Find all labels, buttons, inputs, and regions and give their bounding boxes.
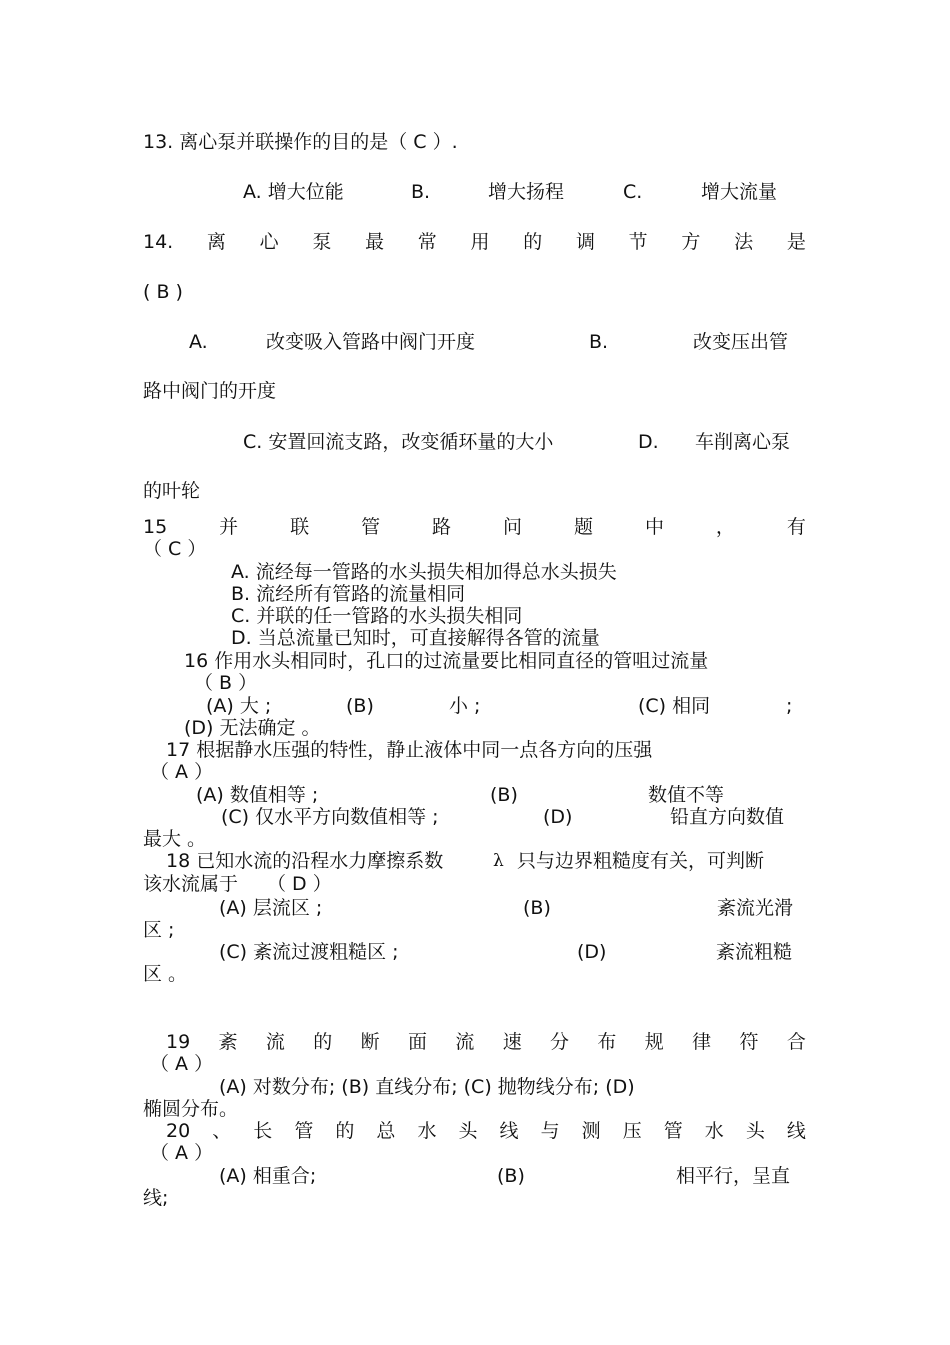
q17-option-b-text: 数值不等 <box>648 784 725 806</box>
q19-stem-token: 规 <box>644 1031 664 1053</box>
q15-stem <box>143 516 806 538</box>
q15-stem-token: ， <box>715 516 735 538</box>
q18-option-b-text: 紊流光滑 <box>717 897 794 919</box>
q20-stem-token: 的 <box>335 1120 355 1142</box>
q14-option-c: C. 安置回流支路，改变循环量的大小 <box>243 431 554 453</box>
q13-option-a: A. 增大位能 <box>243 181 344 203</box>
q16-option-b-text: 小 ; <box>449 695 481 717</box>
q19-stem-token: 符 <box>739 1031 759 1053</box>
q15-stem-token: 15 <box>143 516 168 538</box>
q14-stem-token: 心 <box>259 231 279 253</box>
q19-stem-token: 流 <box>455 1031 475 1053</box>
q16-option-d: (D) 无法确定 。 <box>184 717 321 739</box>
q17-answer: （ A ） <box>150 761 214 783</box>
q15-stem-token: 中 <box>644 516 664 538</box>
q19-stem-token: 19 <box>166 1031 191 1053</box>
q13-stem: 13. 离心泵并联操作的目的是（ C ）. <box>143 131 458 153</box>
q17-option-b-label: (B) <box>490 784 518 806</box>
q20-option-b-continued: 线; <box>143 1187 169 1209</box>
q14-option-d-text: 车削离心泵 <box>695 431 791 453</box>
q16-option-c: (C) 相同 <box>638 695 711 717</box>
q20-stem-token: 水 <box>704 1120 724 1142</box>
q20-answer: （ A ） <box>150 1142 214 1164</box>
q13-option-c-label: C. <box>623 181 643 203</box>
q13-option-b-text: 增大扬程 <box>488 181 565 203</box>
q18-answer: （ D ） <box>267 873 332 895</box>
q15-stem-token: 并 <box>219 516 239 538</box>
q19-stem-token: 律 <box>692 1031 712 1053</box>
q20-stem-token: 线 <box>786 1120 806 1142</box>
q14-stem-token: 用 <box>470 231 490 253</box>
q20-stem-token: 测 <box>581 1120 601 1142</box>
q15-stem-token: 有 <box>786 516 806 538</box>
q14-option-d-label: D. <box>638 431 659 453</box>
lambda-symbol: λ <box>493 851 504 871</box>
q15-option-d: D. 当总流量已知时，可直接解得各管的流量 <box>231 627 600 649</box>
q19-options: (A) 对数分布; (B) 直线分布; (C) 抛物线分布; (D) <box>219 1076 635 1098</box>
q14-stem-token: 14. <box>143 231 174 253</box>
q20-stem-token: 头 <box>458 1120 478 1142</box>
q17-option-a: (A) 数值相等 ; <box>196 784 319 806</box>
q14-stem-token: 最 <box>365 231 385 253</box>
q14-option-b-text: 改变压出管 <box>693 331 789 353</box>
q14-stem-token: 法 <box>734 231 754 253</box>
q19-stem-token: 布 <box>597 1031 617 1053</box>
q19-stem <box>166 1031 806 1053</box>
q19-stem-token: 流 <box>265 1031 285 1053</box>
q14-stem <box>143 231 806 253</box>
q14-stem-token: 方 <box>681 231 701 253</box>
q14-option-b-label: B. <box>589 331 609 353</box>
q20-option-b-text: 相平行，呈直 <box>676 1165 791 1187</box>
q18-option-a: (A) 层流区 ; <box>219 897 323 919</box>
q19-stem-token: 的 <box>313 1031 333 1053</box>
q19-answer: （ A ） <box>150 1053 214 1075</box>
q19-options-continued: 椭圆分布。 <box>143 1098 239 1120</box>
q18-option-d-continued: 区 。 <box>143 963 188 985</box>
q18-option-d-label: (D) <box>577 941 607 963</box>
q20-stem-token: 20 <box>166 1120 191 1142</box>
q15-stem-token: 问 <box>503 516 523 538</box>
q19-stem-token: 分 <box>550 1031 570 1053</box>
q19-stem-token: 断 <box>360 1031 380 1053</box>
q15-option-c: C. 并联的任一管路的水头损失相同 <box>231 605 523 627</box>
q15-stem-token: 联 <box>290 516 310 538</box>
q18-option-d-text: 紊流粗糙 <box>716 941 793 963</box>
q17-option-d-label: (D) <box>543 806 573 828</box>
q18-stem-continued: 该水流属于 <box>143 873 239 895</box>
q17-option-d-text: 铅直方向数值 <box>670 806 785 828</box>
q20-option-a: (A) 相重合; <box>219 1165 317 1187</box>
q15-stem-token: 管 <box>361 516 381 538</box>
q14-stem-token: 的 <box>523 231 543 253</box>
q16-option-c-semicolon: ; <box>786 695 793 717</box>
q15-stem-token: 题 <box>573 516 593 538</box>
q19-stem-token: 紊 <box>218 1031 238 1053</box>
q16-option-b-label: (B) <box>346 695 374 717</box>
q16-answer: （ B ） <box>194 672 258 694</box>
q18-option-b-continued: 区 ; <box>143 919 175 941</box>
q17-option-d-continued: 最大 。 <box>143 828 207 850</box>
q20-stem-token: 压 <box>622 1120 642 1142</box>
q14-option-a-text: 改变吸入管路中阀门开度 <box>266 331 476 353</box>
q14-answer: ( B ) <box>143 281 183 303</box>
q15-answer: （ C ） <box>143 538 207 560</box>
q17-option-c: (C) 仅水平方向数值相等 ; <box>221 806 439 828</box>
q15-stem-token: 路 <box>432 516 452 538</box>
q14-stem-token: 节 <box>628 231 648 253</box>
q19-stem-token: 面 <box>407 1031 427 1053</box>
q20-stem-token: 头 <box>745 1120 765 1142</box>
q14-stem-token: 离 <box>206 231 226 253</box>
q13-option-c-text: 增大流量 <box>701 181 778 203</box>
q19-stem-token: 合 <box>786 1031 806 1053</box>
q14-option-d-continued: 的叶轮 <box>143 480 201 502</box>
q16-stem: 16 作用水头相同时，孔口的过流量要比相同直径的管咀过流量 <box>184 650 709 672</box>
q14-option-a-label: A. <box>189 331 208 353</box>
q20-stem-token: 管 <box>663 1120 683 1142</box>
q15-option-a: A. 流经每一管路的水头损失相加得总水头损失 <box>231 561 617 583</box>
q14-stem-token: 是 <box>786 231 806 253</box>
q13-option-b-label: B. <box>411 181 431 203</box>
q18-stem: 18 已知水流的沿程水力摩擦系数 <box>166 850 444 872</box>
q20-stem-token: 长 <box>253 1120 273 1142</box>
q20-stem-token: 总 <box>376 1120 396 1142</box>
q14-option-b-continued: 路中阀门的开度 <box>143 380 277 402</box>
q14-stem-token: 调 <box>575 231 595 253</box>
q20-option-b-label: (B) <box>497 1165 525 1187</box>
q14-stem-token: 泵 <box>312 231 332 253</box>
q20-stem-token: 与 <box>540 1120 560 1142</box>
q14-stem-token: 常 <box>417 231 437 253</box>
q20-stem-token: 水 <box>417 1120 437 1142</box>
q20-stem <box>166 1120 806 1142</box>
q20-stem-token: 线 <box>499 1120 519 1142</box>
q18-stem-rest: 只与边界粗糙度有关，可判断 <box>517 850 765 872</box>
q17-stem: 17 根据静水压强的特性，静止液体中同一点各方向的压强 <box>166 739 653 761</box>
q20-stem-token: 管 <box>294 1120 314 1142</box>
q20-stem-token: 、 <box>212 1120 232 1142</box>
q15-option-b: B. 流经所有管路的流量相同 <box>231 583 466 605</box>
q18-option-b-label: (B) <box>523 897 551 919</box>
q16-option-a: (A) 大 ; <box>206 695 272 717</box>
q18-option-c: (C) 紊流过渡粗糙区 ; <box>219 941 399 963</box>
q19-stem-token: 速 <box>502 1031 522 1053</box>
